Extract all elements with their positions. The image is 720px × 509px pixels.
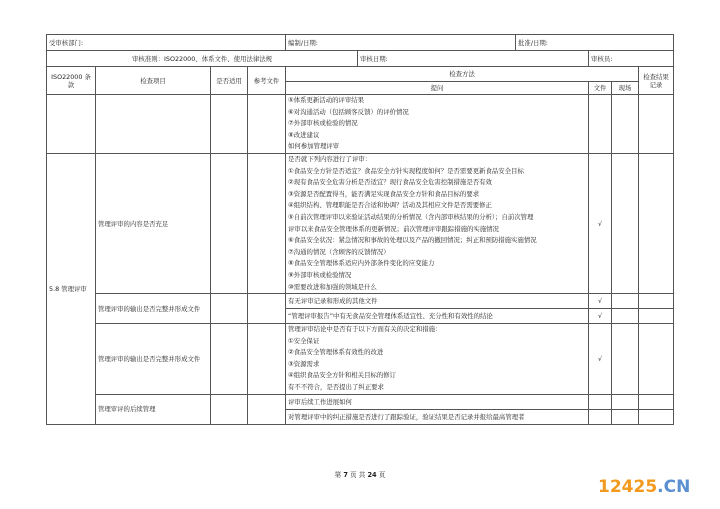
approve-label: 批准/日期: bbox=[516, 35, 674, 51]
col-site: 现场 bbox=[612, 82, 639, 95]
col-question: 提问 bbox=[286, 82, 589, 95]
check-mark: √ bbox=[589, 324, 612, 395]
table-row bbox=[47, 95, 674, 154]
item-cell: 管理评审的输出是否完整并形成文件 bbox=[96, 324, 211, 395]
prep-label: 编制/日期: bbox=[286, 35, 516, 51]
check-mark: √ bbox=[589, 294, 612, 309]
col-applicable: 是否适用 bbox=[211, 67, 248, 95]
question-cell: 评审后续工作进展如何 bbox=[286, 394, 589, 409]
col-item: 检查项目 bbox=[96, 67, 211, 95]
check-mark: √ bbox=[589, 153, 612, 293]
col-result: 检查结果记录 bbox=[639, 67, 674, 95]
question-cell: 对管理评审中的纠正措施是否进行了跟踪验证，验证结果是否记录并报给最高管理者 bbox=[286, 409, 589, 424]
table-row bbox=[47, 394, 674, 409]
page-number: 7 bbox=[343, 471, 348, 479]
table-row bbox=[47, 324, 674, 395]
question-cell: 是否就下列内容进行了评审： ①食品安全方针是否适宜？食品安全方针实现程度如何？是否需要更新食品安全目标 ②现有食品安全危害分析是否适宜？现行食品安全危害控制措施是否有效 ③资源是否配置得当，能否满足实现食品安全方针和食品目标的要求 ④组织结构、管理职能是否合适和协调？活动及其相应文件是否需要修正 ⑤自前次管理评审以来验证活动结果的分析情况（含内部审核结果的分析）；自前次管理 评审以来食品安全管理体系的更新情况；前次管理评审跟踪措施的实施情况 ⑥食品安全状况：紧急情况和事故的处理以及产品的撤回情况；纠正和预防措施实施情况 ⑦沟通的情况（含顾客的反馈情况） ⑧食品安全管理体系适应内外部条件变化的应变能力 ⑨外部审核或检验情况 ⑩需要改进和加强的领域是什么 bbox=[286, 153, 589, 293]
page-footer: 第 7 页 共 24 页 bbox=[334, 471, 386, 479]
checklist-table bbox=[46, 34, 674, 425]
item-cell: 管理评审的内容是否充足 bbox=[96, 153, 211, 293]
clause-5-8-cell: 5.8 管理评审 bbox=[47, 153, 96, 424]
audit-date-label: 审核日期: bbox=[358, 51, 589, 67]
col-ref: 参考文件 bbox=[248, 67, 286, 95]
clause-cell bbox=[47, 95, 96, 154]
column-header-row bbox=[47, 67, 674, 82]
question-cell: “管理评审报告”中有无食品安全管理体系适宜性、充分性和有效性的结论 bbox=[286, 309, 589, 324]
auditor-label: 审核员: bbox=[589, 51, 674, 67]
criteria-label: 审核准则：ISO22000、体系文件、使用法律法规 bbox=[47, 51, 358, 67]
table-row bbox=[47, 153, 674, 293]
check-mark: √ bbox=[589, 309, 612, 324]
table-row bbox=[47, 294, 674, 309]
watermark-logo: 12425.CN bbox=[598, 477, 691, 497]
audit-checklist bbox=[46, 34, 673, 425]
page-total: 24 bbox=[367, 471, 377, 479]
header-row-1 bbox=[47, 35, 674, 51]
question-cell: 有无评审记录和形成的其他文件 bbox=[286, 294, 589, 309]
dept-label: 受审核部门: bbox=[47, 35, 286, 51]
question-cell: 管理评审结论中是否有于以下方面有关的决定和措施： ①安全保证 ②食品安全管理体系有效性的改进 ③资源需求 ④组织食品安全方针和相关目标的修订 有不不符合，是否提出了纠正要求 bbox=[286, 324, 589, 395]
item-cell bbox=[96, 95, 211, 154]
col-method: 检查方法 bbox=[286, 67, 639, 82]
question-cell: ⑤体系更新活动的评审结果 ⑥对沟通活动（包括顾客反馈）的评价情况 ⑦外部审核或检验的情况 ⑧改进建议 如何参加管理评审 bbox=[286, 95, 589, 154]
header-row-2 bbox=[47, 51, 674, 67]
item-cell: 管理审评的后续管理 bbox=[96, 394, 211, 424]
col-clause: ISO22000 条款 bbox=[47, 67, 96, 95]
item-cell: 管理评审的输出是否完整并形成文件 bbox=[96, 294, 211, 324]
col-doc: 文件 bbox=[589, 82, 612, 95]
